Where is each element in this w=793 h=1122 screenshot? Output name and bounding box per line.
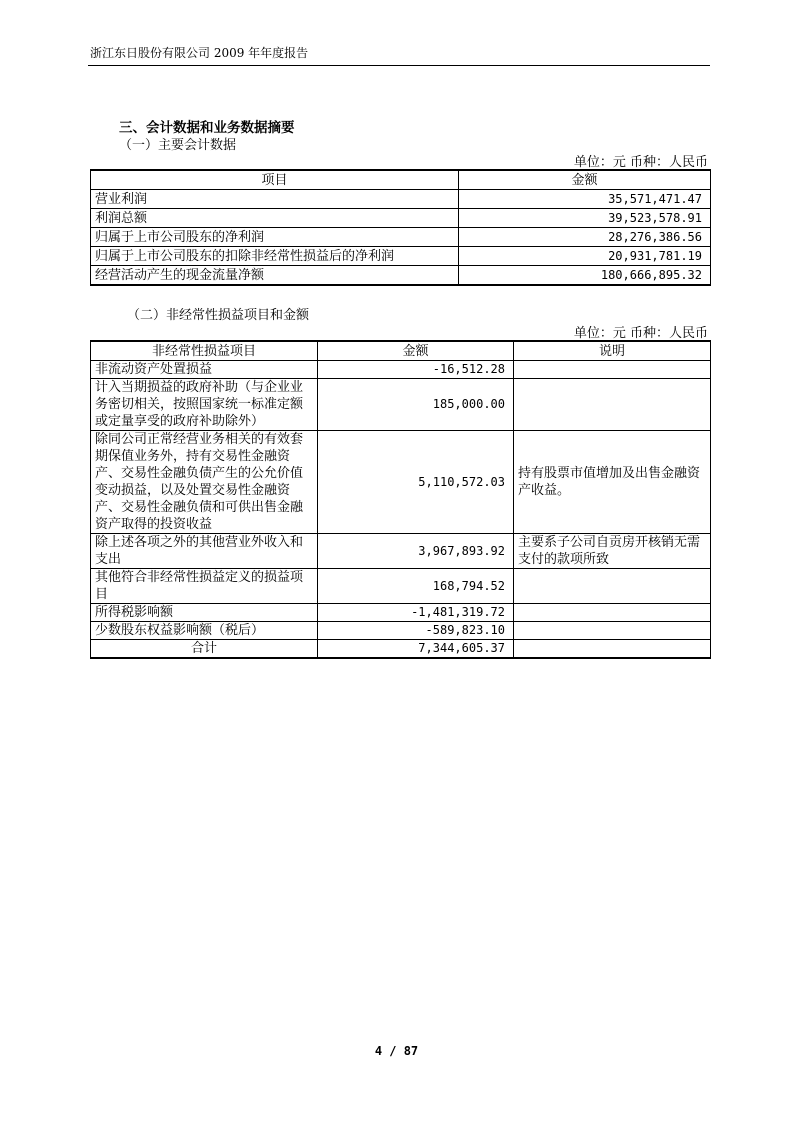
nonrecurring-unit: 单位：元 币种：人民币 — [573, 326, 708, 341]
row-note — [514, 569, 711, 604]
table-row — [91, 569, 711, 604]
table-header-row — [91, 170, 711, 190]
row-item: 除同公司正常经营业务相关的有效套期保值业务外，持有交易性金融资产、交易性金融负债产生的公允价值变动损益，以及处置交易性金融资产、交易性金融负债和可供出售金融资产取得的投资收益 — [91, 431, 318, 534]
row-amount: -16,512.28 — [318, 361, 514, 379]
table-row — [91, 604, 711, 622]
section-title: 三、会计数据和业务数据摘要 — [119, 120, 295, 136]
row-amount: 39,523,578.91 — [459, 209, 711, 228]
table-row — [91, 534, 711, 569]
row-item: 所得税影响额 — [91, 604, 318, 622]
row-item: 经营活动产生的现金流量净额 — [91, 266, 459, 286]
table-row — [91, 228, 711, 247]
row-amount: 28,276,386.56 — [459, 228, 711, 247]
page-header: 浙江东日股份有限公司 2009 年年度报告 — [90, 46, 309, 60]
row-note — [514, 604, 711, 622]
table-row — [91, 622, 711, 640]
row-item: 除上述各项之外的其他营业外收入和支出 — [91, 534, 318, 569]
main-data-subtitle: （一）主要会计数据 — [119, 138, 237, 153]
row-amount: 20,931,781.19 — [459, 247, 711, 266]
nonrecurring-table — [90, 340, 711, 659]
total-note — [514, 640, 711, 659]
header-rule — [88, 65, 710, 66]
row-amount: 185,000.00 — [318, 379, 514, 431]
row-note: 持有股票市值增加及出售金融资产收益。 — [514, 431, 711, 534]
col-header-item: 非经常性损益项目 — [91, 341, 318, 361]
table-row — [91, 361, 711, 379]
table-row — [91, 247, 711, 266]
row-item: 归属于上市公司股东的净利润 — [91, 228, 459, 247]
nonrecurring-subtitle: （二）非经常性损益项目和金额 — [127, 308, 310, 323]
table-row — [91, 266, 711, 286]
row-note: 主要系子公司自贡房开核销无需支付的款项所致 — [514, 534, 711, 569]
table-row — [91, 209, 711, 228]
row-item: 归属于上市公司股东的扣除非经常性损益后的净利润 — [91, 247, 459, 266]
total-label: 合计 — [91, 640, 318, 659]
table-header-row — [91, 341, 711, 361]
row-item: 计入当期损益的政府补助（与企业业务密切相关，按照国家统一标准定额或定量享受的政府补助除外） — [91, 379, 318, 431]
row-item: 利润总额 — [91, 209, 459, 228]
row-item: 少数股东权益影响额（税后） — [91, 622, 318, 640]
row-note — [514, 361, 711, 379]
total-row — [91, 640, 711, 659]
col-header-amount: 金额 — [318, 341, 514, 361]
row-amount: 35,571,471.47 — [459, 190, 711, 209]
table-row — [91, 190, 711, 209]
row-amount: 3,967,893.92 — [318, 534, 514, 569]
row-item: 非流动资产处置损益 — [91, 361, 318, 379]
main-data-unit: 单位：元 币种：人民币 — [573, 155, 708, 170]
row-amount: 5,110,572.03 — [318, 431, 514, 534]
page-number: 4 / 87 — [374, 1044, 419, 1058]
row-amount: 168,794.52 — [318, 569, 514, 604]
row-item: 营业利润 — [91, 190, 459, 209]
row-amount: -1,481,319.72 — [318, 604, 514, 622]
row-note — [514, 379, 711, 431]
col-header-amount: 金额 — [459, 170, 711, 190]
table-row — [91, 379, 711, 431]
col-header-item: 项目 — [91, 170, 459, 190]
total-amount: 7,344,605.37 — [318, 640, 514, 659]
main-accounting-table — [90, 169, 711, 286]
row-note — [514, 622, 711, 640]
row-item: 其他符合非经常性损益定义的损益项目 — [91, 569, 318, 604]
row-amount: -589,823.10 — [318, 622, 514, 640]
row-amount: 180,666,895.32 — [459, 266, 711, 286]
col-header-note: 说明 — [514, 341, 711, 361]
table-row — [91, 431, 711, 534]
